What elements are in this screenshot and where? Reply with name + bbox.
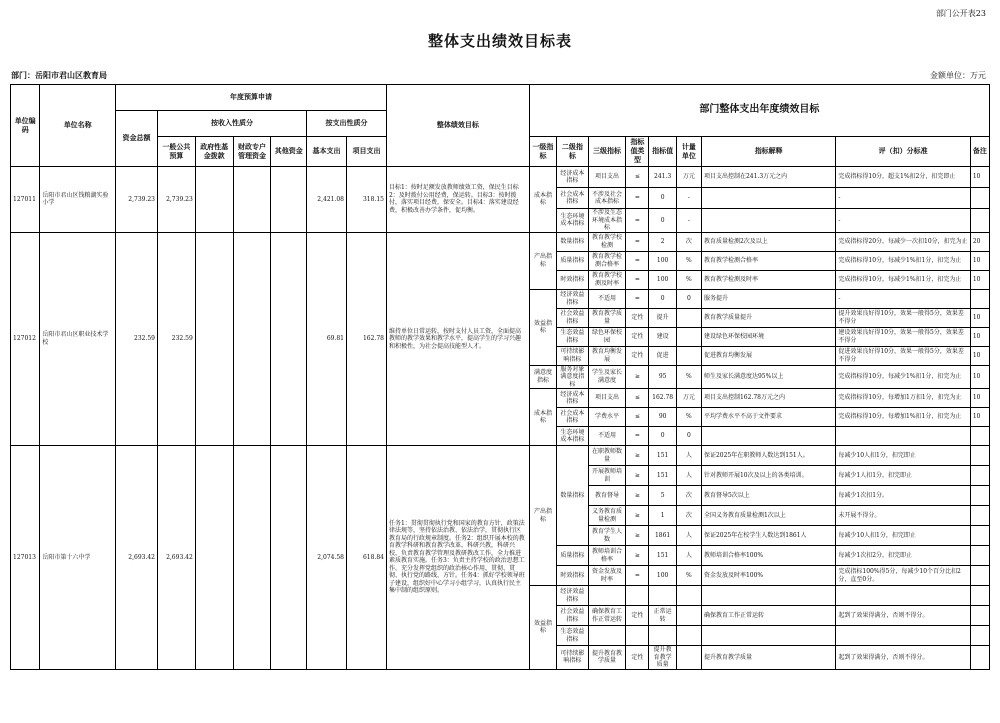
header-fiscal-special: 财政专户管理资金 xyxy=(233,137,271,167)
indicator-value: 正常运转 xyxy=(649,606,676,626)
indicator-l1: 产出指标 xyxy=(529,232,556,289)
indicator-value: 151 xyxy=(649,446,676,466)
measure-unit: 人 xyxy=(676,446,701,466)
scoring-rule xyxy=(836,427,970,446)
value-type: ≥ xyxy=(626,466,649,486)
indicator-l2: 质量指标 xyxy=(557,251,589,270)
measure-unit: 人 xyxy=(676,526,701,546)
note xyxy=(970,646,989,670)
overall-goal: 目标1：按时足额发放教师绩效工资，保民生目标2：及时拨付公用经费，保运转。目标3：按时拨付，落实项目经费，保安全。目标4：落实建设经费，积极改善办学条件，促均衡。 xyxy=(386,167,529,233)
indicator-value: 1 xyxy=(649,506,676,526)
unit-name: 岳阳市君山区钱粮湖实验小学 xyxy=(40,167,116,233)
scoring-rule: 每减少1人扣1分，扣完即止 xyxy=(836,466,970,486)
indicator-l1: 效益指标 xyxy=(529,586,556,670)
note xyxy=(970,188,989,209)
value-type xyxy=(626,586,649,606)
measure-unit xyxy=(676,606,701,626)
indicator-l3: 教育学生人数 xyxy=(588,526,626,546)
indicator-explanation: 全国义务教育质量检测1次以上 xyxy=(701,506,835,526)
project-expense: 318.15 xyxy=(347,167,387,233)
header-unit-name: 单位名称 xyxy=(40,85,116,167)
scoring-rule: 完成指标得10分，每增加1万扣1分，扣完为止 xyxy=(836,389,970,408)
basic-expense: 2,421.08 xyxy=(307,167,347,233)
indicator-l2: 时效指标 xyxy=(557,566,589,586)
indicator-value: 241.3 xyxy=(649,167,676,188)
department-label: 部门：岳阳市君山区教育局 xyxy=(11,70,107,80)
overall-goal: 维持单位日常运转，按时支付人员工资，全面提高教师的教学效果和教学水平，提高学生的学习兴趣和积极性，为社会提高技能型人才。 xyxy=(386,232,529,446)
indicator-explanation: 保证2025年在职教师人数达到151人。 xyxy=(701,446,835,466)
gov-fund xyxy=(195,167,233,233)
header-l3: 三级指标 xyxy=(588,137,626,167)
indicator-value: 95 xyxy=(649,365,676,389)
indicator-value xyxy=(649,626,676,646)
indicator-l3 xyxy=(588,586,626,606)
table-row xyxy=(11,232,990,251)
indicator-l3: 项目支出 xyxy=(588,389,626,408)
general-budget: 232.59 xyxy=(158,232,196,446)
indicator-l3: 不涉及社会成本指标 xyxy=(588,188,626,209)
indicator-value: 0 xyxy=(649,289,676,308)
indicator-l3: 项目支出 xyxy=(588,167,626,188)
value-type: ≥ xyxy=(626,365,649,389)
scoring-rule: 完成指标得10分，每减少1%扣1分，扣完为止 xyxy=(836,251,970,270)
indicator-explanation: 教育督导5次以上 xyxy=(701,486,835,506)
scoring-rule: - xyxy=(836,188,970,209)
indicator-l2: 社会效益指标 xyxy=(557,308,589,327)
project-expense: 162.78 xyxy=(347,232,387,446)
indicator-explanation: 教育教学检测及时率 xyxy=(701,270,835,289)
note: 10 xyxy=(970,408,989,427)
indicator-explanation: 项目支出控制在241.3万元之内 xyxy=(701,167,835,188)
scoring-rule: 每减少10人扣1分，扣完即止 xyxy=(836,526,970,546)
indicator-explanation: 保证2025年在校学生人数达到1861人 xyxy=(701,526,835,546)
note: 10 xyxy=(970,327,989,346)
note xyxy=(970,586,989,606)
header-overall-goal: 整体绩效目标 xyxy=(386,85,529,167)
note: 10 xyxy=(970,251,989,270)
table-number: 部门公开表23 xyxy=(935,9,986,18)
measure-unit: % xyxy=(676,408,701,427)
general-budget: 2,739.23 xyxy=(158,167,196,233)
value-type: 定性 xyxy=(626,646,649,670)
indicator-l2: 经济成本指标 xyxy=(557,167,589,188)
unit-code: 127013 xyxy=(11,446,40,670)
value-type: 定性 xyxy=(626,327,649,346)
indicator-l2: 可持续影响指标 xyxy=(557,346,589,365)
note: 10 xyxy=(970,167,989,188)
unit-code: 127012 xyxy=(11,232,40,446)
scoring-rule: - xyxy=(836,289,970,308)
unit-code: 127011 xyxy=(11,167,40,233)
scoring-rule: 每减少1次扣1分。 xyxy=(836,486,970,506)
scoring-rule: 未开展不得分。 xyxy=(836,506,970,526)
scoring-rule: 起到了效果得满分，否则不得分。 xyxy=(836,646,970,670)
value-type: ≥ xyxy=(626,446,649,466)
basic-expense: 2,074.58 xyxy=(307,446,347,670)
header-l1: 一级指标 xyxy=(529,137,556,167)
value-type: ≥ xyxy=(626,486,649,506)
value-type: ≤ xyxy=(626,408,649,427)
indicator-explanation xyxy=(701,586,835,606)
measure-unit: 人 xyxy=(676,466,701,486)
note xyxy=(970,606,989,626)
value-type: = xyxy=(626,289,649,308)
indicator-l3: 教育督导 xyxy=(588,486,626,506)
note xyxy=(970,446,989,466)
indicator-l3: 教育教学校检测 xyxy=(588,232,626,251)
header-dept-goal: 部门整体支出年度绩效目标 xyxy=(529,85,989,137)
indicator-l2: 社会效益指标 xyxy=(557,606,589,626)
indicator-explanation: 教育教学检测合格率 xyxy=(701,251,835,270)
table-row xyxy=(11,167,990,188)
scoring-rule xyxy=(836,626,970,646)
indicator-value: 建设 xyxy=(649,327,676,346)
unit-name: 岳阳市第十六中学 xyxy=(40,446,116,670)
page-title: 整体支出绩效目标表 xyxy=(427,32,572,50)
header-measure: 计量单位 xyxy=(676,137,701,167)
scoring-rule: 每减少10人扣1分，扣完即止 xyxy=(836,446,970,466)
indicator-value: 2 xyxy=(649,232,676,251)
header-gov-fund: 政府性基金拨款 xyxy=(195,137,233,167)
fiscal-special xyxy=(233,167,271,233)
indicator-value: 90 xyxy=(649,408,676,427)
scoring-rule: 起到了效果得满分，否则不得分。 xyxy=(836,606,970,626)
measure-unit: % xyxy=(676,270,701,289)
other-funds xyxy=(271,446,307,670)
fiscal-special xyxy=(233,232,271,446)
indicator-l2: 时效指标 xyxy=(557,270,589,289)
header-rule: 评（扣）分标准 xyxy=(836,137,970,167)
indicator-l2: 社会成本指标 xyxy=(557,188,589,209)
scoring-rule: 完成指标得10分，每减少1%扣1分，扣完为止 xyxy=(836,365,970,389)
note xyxy=(970,466,989,486)
note xyxy=(970,546,989,566)
indicator-explanation: 确保教育工作正常运转 xyxy=(701,606,835,626)
unit-name: 岳阳市君山区职业技术学校 xyxy=(40,232,116,446)
indicator-l1: 产出指标 xyxy=(529,446,556,586)
note: 10 xyxy=(970,346,989,365)
header-value: 指标值 xyxy=(649,137,676,167)
measure-unit: % xyxy=(676,251,701,270)
indicator-explanation xyxy=(701,188,835,209)
note: 10 xyxy=(970,308,989,327)
indicator-explanation: 教育教学质量提升 xyxy=(701,308,835,327)
measure-unit xyxy=(676,346,701,365)
fiscal-special xyxy=(233,446,271,670)
table-body xyxy=(11,167,990,670)
indicator-value: 0 xyxy=(649,188,676,209)
indicator-explanation: 项目支出控制162.78万元之内 xyxy=(701,389,835,408)
indicator-value: 1861 xyxy=(649,526,676,546)
scoring-rule: 建设效果良好得10分，效果一般得5分，效果差不得分 xyxy=(836,327,970,346)
note xyxy=(970,566,989,586)
indicator-l2: 服务对象满意度指标 xyxy=(557,365,589,389)
measure-unit: 次 xyxy=(676,486,701,506)
measure-unit: - xyxy=(676,209,701,233)
indicator-value xyxy=(649,586,676,606)
indicator-explanation: 教育质量检测2次及以上 xyxy=(701,232,835,251)
measure-unit: % xyxy=(676,566,701,586)
indicator-explanation: 服务提升 xyxy=(701,289,835,308)
value-type: = xyxy=(626,566,649,586)
indicator-l3: 绿色环保校园 xyxy=(588,327,626,346)
scoring-rule: 完成指标得10分，每增加1%扣1分，扣完为止 xyxy=(836,408,970,427)
indicator-l1: 效益指标 xyxy=(529,289,556,365)
value-type: = xyxy=(626,232,649,251)
measure-unit xyxy=(676,646,701,670)
project-expense: 618.84 xyxy=(347,446,387,670)
scoring-rule: 每减少1次扣2分，扣完即止 xyxy=(836,546,970,566)
indicator-value: 0 xyxy=(649,427,676,446)
overall-goal: 任务1：贯彻贯彻执行党和国家的教育方针，政策法律法规等，坚持依法治教、依法治学，贯彻执行区教育局的行政规章制度。任务2：组织开展本校的教育教学科研和教育教学改革，科研兴教，科研兴校，负责教育教学管理及教研教改工作，全力推进素质教育实施。任务3：负责主持学校的政治思想工作，充分发挥党组织的政治核心作用，贯彻、贯彻、执行党的路线、方针。任务4：抓好学校领导班子建设，组织好中心学习小组学习，认真执行民主集中制的组织原则。 xyxy=(386,446,529,670)
indicator-l3: 不适用 xyxy=(588,427,626,446)
header-total: 资金总额 xyxy=(116,111,158,167)
measure-unit: % xyxy=(676,365,701,389)
indicator-explanation: 提升教育教学质量 xyxy=(701,646,835,670)
total-amount: 2,739.23 xyxy=(116,167,158,233)
measure-unit xyxy=(676,626,701,646)
indicator-l2: 生态效益指标 xyxy=(557,626,589,646)
indicator-l3: 不涉及生态环境成本指标 xyxy=(588,209,626,233)
indicator-value: 100 xyxy=(649,566,676,586)
indicator-explanation: 教师培训合格率100% xyxy=(701,546,835,566)
header-l2: 二级指标 xyxy=(557,137,589,167)
indicator-explanation: 平均学费水平不高于文件要求 xyxy=(701,408,835,427)
header-explain: 指标解释 xyxy=(701,137,835,167)
note xyxy=(970,506,989,526)
value-type: 定性 xyxy=(626,308,649,327)
general-budget: 2,693.42 xyxy=(158,446,196,670)
gov-fund xyxy=(195,232,233,446)
value-type: = xyxy=(626,270,649,289)
indicator-value: 151 xyxy=(649,546,676,566)
indicator-value: 提升教育教学质量 xyxy=(649,646,676,670)
indicator-l3: 确保教育工作正常运转 xyxy=(588,606,626,626)
note xyxy=(970,526,989,546)
indicator-l2: 生态效益指标 xyxy=(557,327,589,346)
amount-unit-label: 金额单位：万元 xyxy=(930,71,986,80)
header-by-source: 按收入性质分 xyxy=(158,111,307,137)
indicator-explanation xyxy=(701,626,835,646)
indicator-l2: 可持续影响指标 xyxy=(557,646,589,670)
note xyxy=(970,289,989,308)
header-project: 项目支出 xyxy=(347,137,387,167)
value-type: = xyxy=(626,209,649,233)
indicator-explanation: 师生及家长满意度达95%以上 xyxy=(701,365,835,389)
measure-unit xyxy=(676,327,701,346)
table-header xyxy=(11,85,990,167)
note xyxy=(970,486,989,506)
header-basic: 基本支出 xyxy=(307,137,347,167)
table-row xyxy=(11,446,990,466)
indicator-l2: 经济成本指标 xyxy=(557,389,589,408)
measure-unit xyxy=(676,308,701,327)
other-funds xyxy=(271,232,307,446)
note: 10 xyxy=(970,270,989,289)
note xyxy=(970,626,989,646)
value-type xyxy=(626,626,649,646)
indicator-l3: 教育教学校测及时率 xyxy=(588,270,626,289)
measure-unit: 次 xyxy=(676,232,701,251)
indicator-l2: 经济效益指标 xyxy=(557,289,589,308)
value-type: ≥ xyxy=(626,526,649,546)
scoring-rule: 完成指标得10分，每减少1%扣1分，扣完为止 xyxy=(836,270,970,289)
value-type: = xyxy=(626,251,649,270)
indicator-explanation: 针对教师开展10次及以上的各类培训。 xyxy=(701,466,835,486)
measure-unit: 次 xyxy=(676,506,701,526)
measure-unit: 人 xyxy=(676,546,701,566)
gov-fund xyxy=(195,446,233,670)
indicator-l3: 开展教师培训 xyxy=(588,466,626,486)
indicator-l3: 教育教学检测合格率 xyxy=(588,251,626,270)
measure-unit: - xyxy=(676,188,701,209)
scoring-rule: 促进效果良好得10分，效果一般得5分，效果差不得分 xyxy=(836,346,970,365)
indicator-l3: 在职教师数量 xyxy=(588,446,626,466)
header-unit-code: 单位编码 xyxy=(11,85,40,167)
indicator-l2: 数量指标 xyxy=(557,446,589,546)
indicator-l3: 教育均衡发展 xyxy=(588,346,626,365)
indicator-value: 提升 xyxy=(649,308,676,327)
total-amount: 232.59 xyxy=(116,232,158,446)
note xyxy=(970,427,989,446)
indicator-l2: 生态环境成本指标 xyxy=(557,427,589,446)
indicator-explanation: 建设绿色环保校园环境 xyxy=(701,327,835,346)
value-type: ≤ xyxy=(626,389,649,408)
indicator-value: 促进 xyxy=(649,346,676,365)
scoring-rule: - xyxy=(836,209,970,233)
performance-table xyxy=(10,84,990,670)
measure-unit: 万元 xyxy=(676,389,701,408)
header-type: 指标值类型 xyxy=(626,137,649,167)
value-type: ≤ xyxy=(626,167,649,188)
indicator-l2: 经济效益指标 xyxy=(557,586,589,606)
indicator-l3: 不适用 xyxy=(588,289,626,308)
header-other: 其他资金 xyxy=(271,137,307,167)
header-by-expense: 按支出性质分 xyxy=(307,111,387,137)
basic-expense: 69.81 xyxy=(307,232,347,446)
indicator-l3: 义务教育质量检测 xyxy=(588,506,626,526)
measure-unit: 0 xyxy=(676,427,701,446)
measure-unit: 0 xyxy=(676,289,701,308)
indicator-l3: 资金发放及时率 xyxy=(588,566,626,586)
indicator-l3: 学费水平 xyxy=(588,408,626,427)
note: 20 xyxy=(970,232,989,251)
indicator-l2: 社会成本指标 xyxy=(557,408,589,427)
value-type: = xyxy=(626,427,649,446)
header-general: 一般公共预算 xyxy=(158,137,196,167)
value-type: ≥ xyxy=(626,506,649,526)
value-type: 定性 xyxy=(626,606,649,626)
indicator-l3: 提升教育教学质量 xyxy=(588,646,626,670)
scoring-rule xyxy=(836,586,970,606)
indicator-value: 100 xyxy=(649,270,676,289)
value-type: 定性 xyxy=(626,346,649,365)
indicator-l2: 生态环境成本指标 xyxy=(557,209,589,233)
indicator-l3 xyxy=(588,626,626,646)
indicator-l2: 数量指标 xyxy=(557,232,589,251)
indicator-l3: 教育教学质量 xyxy=(588,308,626,327)
indicator-value: 0 xyxy=(649,209,676,233)
indicator-value: 162.78 xyxy=(649,389,676,408)
scoring-rule: 完成指标得10分，超支1%扣2分，扣完即止 xyxy=(836,167,970,188)
header-annual-budget: 年度预算申请 xyxy=(116,85,387,111)
total-amount: 2,693.42 xyxy=(116,446,158,670)
header-note: 备注 xyxy=(970,137,989,167)
indicator-explanation: 促进教育均衡发展 xyxy=(701,346,835,365)
indicator-l1: 成本指标 xyxy=(529,389,556,446)
indicator-value: 151 xyxy=(649,466,676,486)
scoring-rule: 提升效果良好得10分，效果一般得5分，效果差不得分 xyxy=(836,308,970,327)
value-type: ≥ xyxy=(626,546,649,566)
measure-unit xyxy=(676,586,701,606)
note: 10 xyxy=(970,365,989,389)
indicator-l3: 教师培训合格率 xyxy=(588,546,626,566)
indicator-l1: 成本指标 xyxy=(529,167,556,233)
indicator-value: 100 xyxy=(649,251,676,270)
note xyxy=(970,209,989,233)
indicator-explanation xyxy=(701,209,835,233)
indicator-l3: 学生及家长满意度 xyxy=(588,365,626,389)
indicator-l2: 质量指标 xyxy=(557,546,589,566)
other-funds xyxy=(271,167,307,233)
indicator-explanation: 资金发放及时率100% xyxy=(701,566,835,586)
indicator-value: 5 xyxy=(649,486,676,506)
indicator-explanation xyxy=(701,427,835,446)
scoring-rule: 完成指标100%得5分，每减少10个百分比扣2分，直至0分。 xyxy=(836,566,970,586)
note: 10 xyxy=(970,389,989,408)
scoring-rule: 完成指标得20分，每减少一次扣10分，扣完为止 xyxy=(836,232,970,251)
value-type: = xyxy=(626,188,649,209)
measure-unit: 万元 xyxy=(676,167,701,188)
indicator-l1: 满意度指标 xyxy=(529,365,556,389)
